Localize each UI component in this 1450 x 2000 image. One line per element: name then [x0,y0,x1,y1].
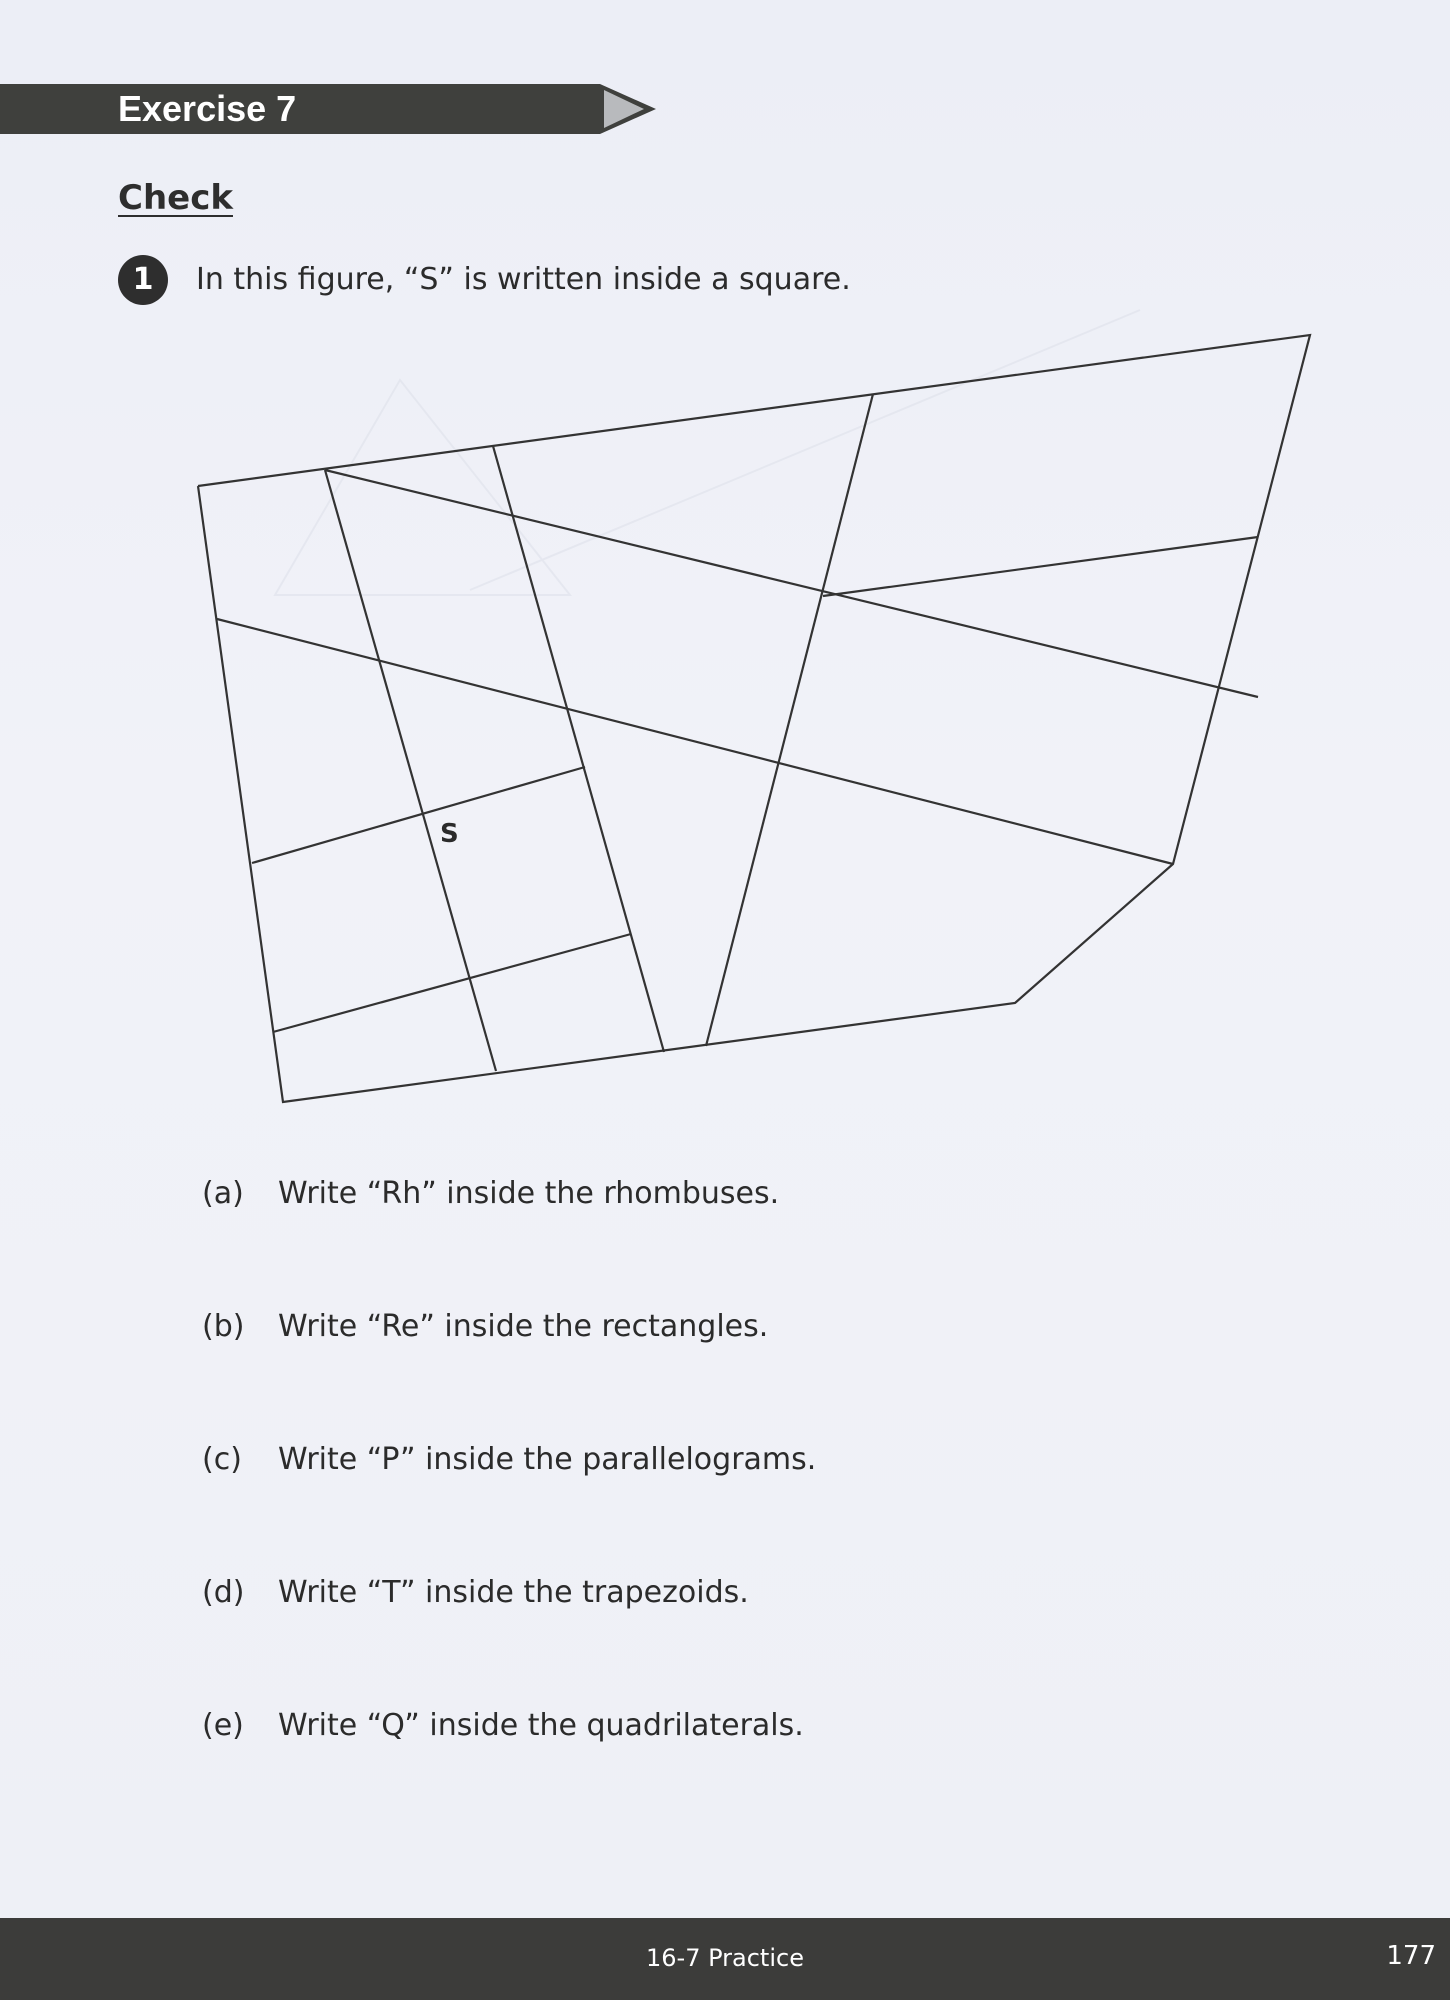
part-c [202,1440,816,1480]
figure-line [217,619,1173,864]
figure-line [493,446,664,1052]
square-label: S [440,819,459,849]
figure-line [823,537,1258,596]
part-letter: (e) [202,1708,244,1743]
section-heading: Check [118,178,233,218]
part-b [202,1307,768,1347]
figure-line [252,767,585,863]
question-number-badge: 1 [118,255,168,305]
figure-line [706,394,873,1046]
figure-outline [198,335,1310,1102]
footer-section-label: 16-7 Practice [646,1944,804,1972]
part-text: Write “Rh” inside the rhombuses. [278,1176,780,1211]
figure-line [273,934,631,1032]
part-e [202,1706,804,1746]
exercise-title: Exercise 7 [118,88,297,129]
part-text: Write “Q” inside the quadrilaterals. [278,1708,804,1743]
part-letter: (c) [202,1442,242,1477]
part-letter: (d) [202,1575,245,1610]
part-text: Write “Re” inside the rectangles. [278,1309,769,1344]
part-a [202,1174,779,1214]
part-d [202,1573,749,1613]
page-number: 177 [1386,1941,1436,1971]
part-letter: (b) [202,1309,245,1344]
figure-line [325,470,1258,697]
question-prompt: In this figure, “S” is written inside a square. [196,262,851,297]
part-text: Write “P” inside the parallelograms. [278,1442,817,1477]
figure-line [325,470,496,1071]
part-letter: (a) [202,1176,244,1211]
part-text: Write “T” inside the trapezoids. [278,1575,749,1610]
